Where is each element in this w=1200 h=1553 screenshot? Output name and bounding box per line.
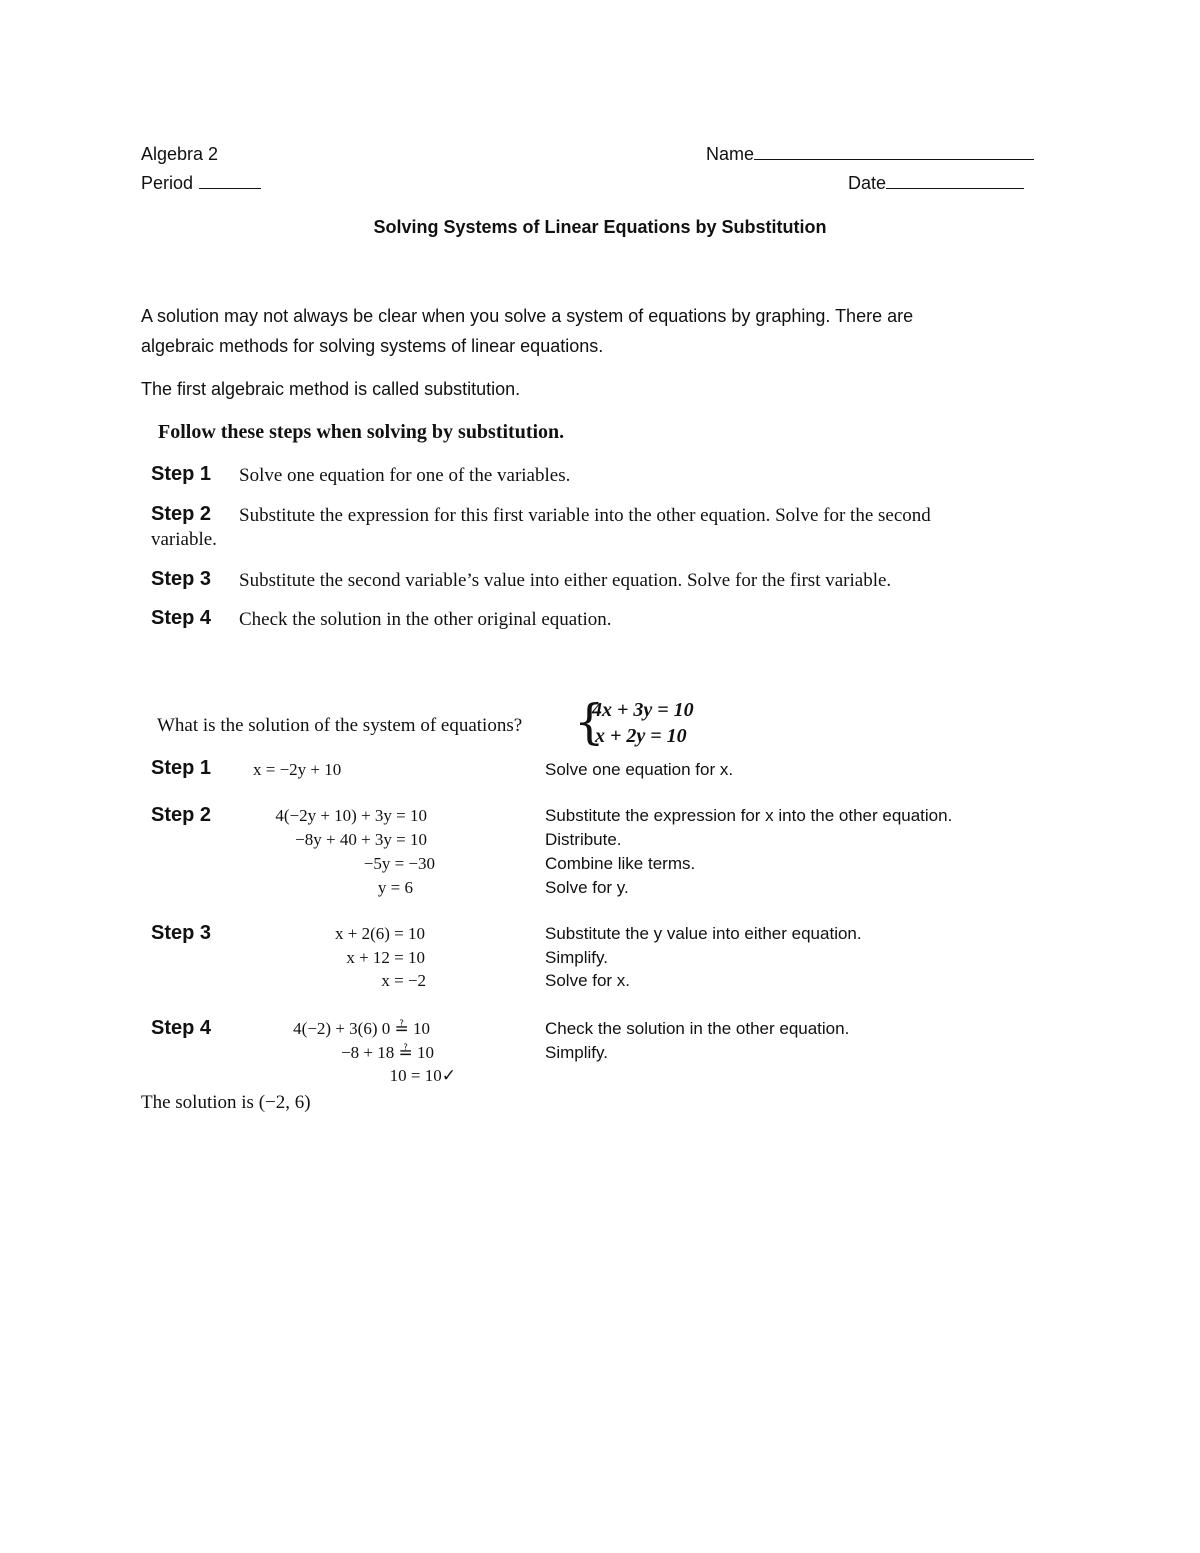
- example-step-3-note-2: Simplify.: [545, 948, 608, 967]
- course-label: Algebra 2: [141, 144, 219, 164]
- example-question: What is the solution of the system of equations?: [157, 715, 523, 736]
- step-1-text: Solve one equation for one of the variables.: [239, 465, 571, 486]
- example-step-1-equation: x = −2y + 10: [253, 760, 342, 779]
- date-field[interactable]: [848, 173, 1024, 194]
- page-title: Solving Systems of Linear Equations by Substitution: [373, 217, 827, 237]
- example-step-2-eq-4: y = 6: [377, 878, 413, 897]
- example-step-2-eq-1: 4(−2y + 10) + 3y = 10: [275, 806, 427, 825]
- step-2-text: Substitute the expression for this first variable into the other equation. Solve for the second: [239, 505, 931, 526]
- example-step-4-eq-3: 10 = 10✓: [389, 1066, 456, 1085]
- example-step-4-label: Step 4: [151, 1017, 212, 1039]
- period-blank-line: [199, 188, 261, 189]
- step-3-text: Substitute the second variable’s value into either equation. Solve for the first variable.: [239, 570, 892, 591]
- example-step-2-note-3: Combine like terms.: [545, 854, 696, 873]
- example-step-3-eq-2: x + 12 = 10: [346, 948, 425, 967]
- name-label: Name: [706, 144, 755, 164]
- date-label: Date: [848, 173, 887, 193]
- step-4-label: Step 4: [151, 607, 212, 629]
- name-blank-line: [754, 159, 1034, 160]
- example-step-4-eq-1: 4(−2) + 3(6) 0 ≟ 10: [293, 1019, 430, 1038]
- step-2-label: Step 2: [151, 503, 212, 525]
- example-step-1-label: Step 1: [151, 757, 212, 779]
- example-step-2-note-1: Substitute the expression for x into the other equation.: [545, 806, 953, 825]
- intro-line-3: The first algebraic method is called substitution.: [141, 379, 521, 399]
- system-equation-2: x + 2y = 10: [595, 725, 687, 747]
- system-equation-1: 4x + 3y = 10: [592, 699, 694, 721]
- intro-line-1: A solution may not always be clear when you solve a system of equations by graphing. There are: [141, 306, 914, 326]
- steps-heading: Follow these steps when solving by substitution.: [158, 421, 565, 443]
- intro-line-2: algebraic methods for solving systems of linear equations.: [141, 336, 604, 356]
- solution-statement: The solution is (−2, 6): [141, 1092, 311, 1113]
- period-field[interactable]: [141, 173, 261, 194]
- step-2-text-continued: variable.: [151, 529, 217, 550]
- name-field[interactable]: [706, 144, 1034, 165]
- step-3-label: Step 3: [151, 568, 212, 590]
- example-step-2-eq-2: −8y + 40 + 3y = 10: [295, 830, 427, 849]
- example-step-3-eq-3: x = −2: [381, 971, 426, 990]
- step-1-label: Step 1: [151, 463, 212, 485]
- example-step-2-label: Step 2: [151, 804, 212, 826]
- step-4-text: Check the solution in the other original equation.: [239, 609, 612, 630]
- example-step-2-note-4: Solve for y.: [545, 878, 629, 897]
- example-step-4-eq-2: −8 + 18 ≟ 10: [341, 1043, 434, 1062]
- example-step-3-label: Step 3: [151, 922, 212, 944]
- example-step-3-note-1: Substitute the y value into either equation.: [545, 924, 862, 943]
- date-blank-line: [886, 188, 1024, 189]
- example-step-2-note-2: Distribute.: [545, 830, 622, 849]
- example-step-4-note-1: Check the solution in the other equation.: [545, 1019, 850, 1038]
- system-brace: {: [574, 694, 605, 750]
- example-step-3-note-3: Solve for x.: [545, 971, 631, 990]
- period-label: Period: [141, 173, 194, 193]
- example-step-4-note-2: Simplify.: [545, 1043, 608, 1062]
- example-step-1-note: Solve one equation for x.: [545, 760, 734, 779]
- example-step-2-eq-3: −5y = −30: [363, 854, 435, 873]
- example-step-3-eq-1: x + 2(6) = 10: [335, 924, 425, 943]
